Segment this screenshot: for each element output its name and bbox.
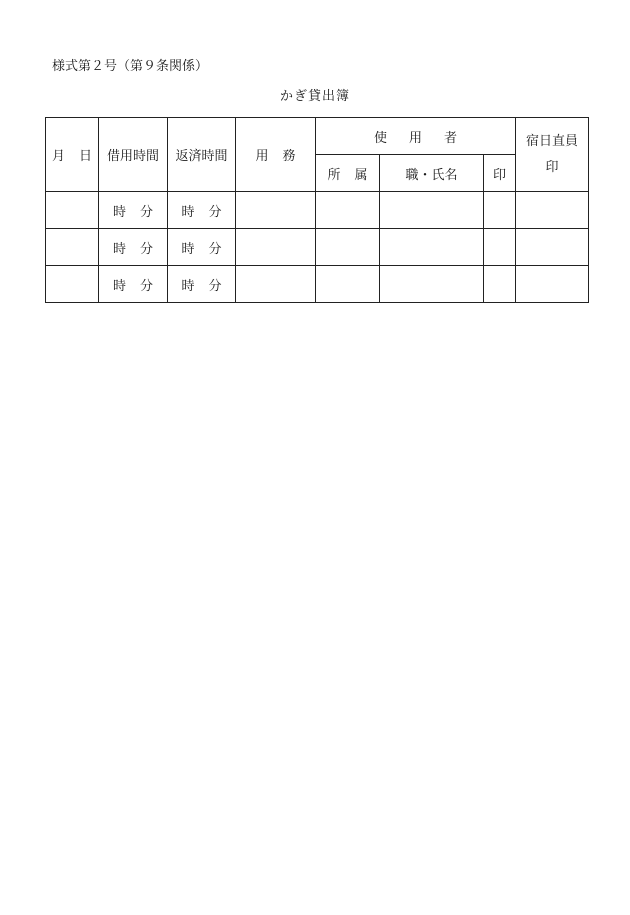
header-purpose — [236, 118, 316, 192]
header-seal: 印 — [484, 155, 516, 192]
cell-purpose[interactable] — [236, 229, 316, 266]
cell-return-time[interactable] — [168, 192, 236, 229]
cell-duty-seal[interactable] — [516, 229, 589, 266]
cell-date[interactable] — [46, 229, 99, 266]
form-number: 様式第２号（第９条関係） — [52, 59, 209, 74]
cell-return-time[interactable] — [168, 229, 236, 266]
header-user — [316, 118, 516, 155]
cell-name[interactable] — [380, 192, 484, 229]
header-purpose-b: 務 — [282, 149, 296, 164]
table-row — [46, 192, 589, 229]
minute-label: 分 — [208, 241, 222, 257]
cell-purpose[interactable] — [236, 266, 316, 303]
header-row-top — [46, 118, 589, 155]
hour-label: 時 — [112, 278, 126, 294]
header-user-b: 用 — [408, 130, 422, 146]
cell-borrow-time[interactable] — [99, 266, 168, 303]
cell-borrow-time[interactable] — [99, 192, 168, 229]
header-purpose-a: 用 — [255, 149, 269, 164]
key-lending-ledger-table — [45, 117, 589, 303]
hour-label: 時 — [112, 241, 126, 257]
minute-label: 分 — [140, 204, 154, 220]
header-dept-b: 属 — [354, 167, 368, 183]
cell-department[interactable] — [316, 266, 380, 303]
hour-label: 時 — [181, 278, 195, 294]
cell-seal[interactable] — [484, 266, 516, 303]
minute-label: 分 — [140, 278, 154, 294]
header-duty-line2: 印 — [545, 159, 559, 175]
header-user-c: 者 — [444, 130, 458, 146]
cell-duty-seal[interactable] — [516, 192, 589, 229]
hour-label: 時 — [112, 204, 126, 220]
header-date-month: 月 — [51, 149, 65, 164]
cell-department[interactable] — [316, 192, 380, 229]
cell-seal[interactable] — [484, 192, 516, 229]
cell-borrow-time[interactable] — [99, 229, 168, 266]
document-title: かぎ貸出簿 — [279, 89, 350, 104]
cell-name[interactable] — [380, 266, 484, 303]
table-row — [46, 229, 589, 266]
hour-label: 時 — [181, 204, 195, 220]
header-duty-staff — [516, 118, 589, 192]
cell-seal[interactable] — [484, 229, 516, 266]
header-date — [46, 118, 99, 192]
header-date-day: 日 — [79, 149, 93, 164]
header-borrow-time: 借用時間 — [99, 118, 168, 192]
minute-label: 分 — [208, 204, 222, 220]
minute-label: 分 — [208, 278, 222, 294]
minute-label: 分 — [140, 241, 154, 257]
cell-purpose[interactable] — [236, 192, 316, 229]
header-department — [316, 155, 380, 192]
header-dept-a: 所 — [327, 167, 341, 183]
cell-date[interactable] — [46, 266, 99, 303]
cell-department[interactable] — [316, 229, 380, 266]
table-row — [46, 266, 589, 303]
header-duty-line1: 宿日直員 — [525, 133, 578, 149]
cell-duty-seal[interactable] — [516, 266, 589, 303]
cell-name[interactable] — [380, 229, 484, 266]
cell-date[interactable] — [46, 192, 99, 229]
header-return-time: 返済時間 — [168, 118, 236, 192]
hour-label: 時 — [181, 241, 195, 257]
cell-return-time[interactable] — [168, 266, 236, 303]
header-name: 職・氏名 — [380, 155, 484, 192]
header-user-a: 使 — [373, 130, 387, 146]
